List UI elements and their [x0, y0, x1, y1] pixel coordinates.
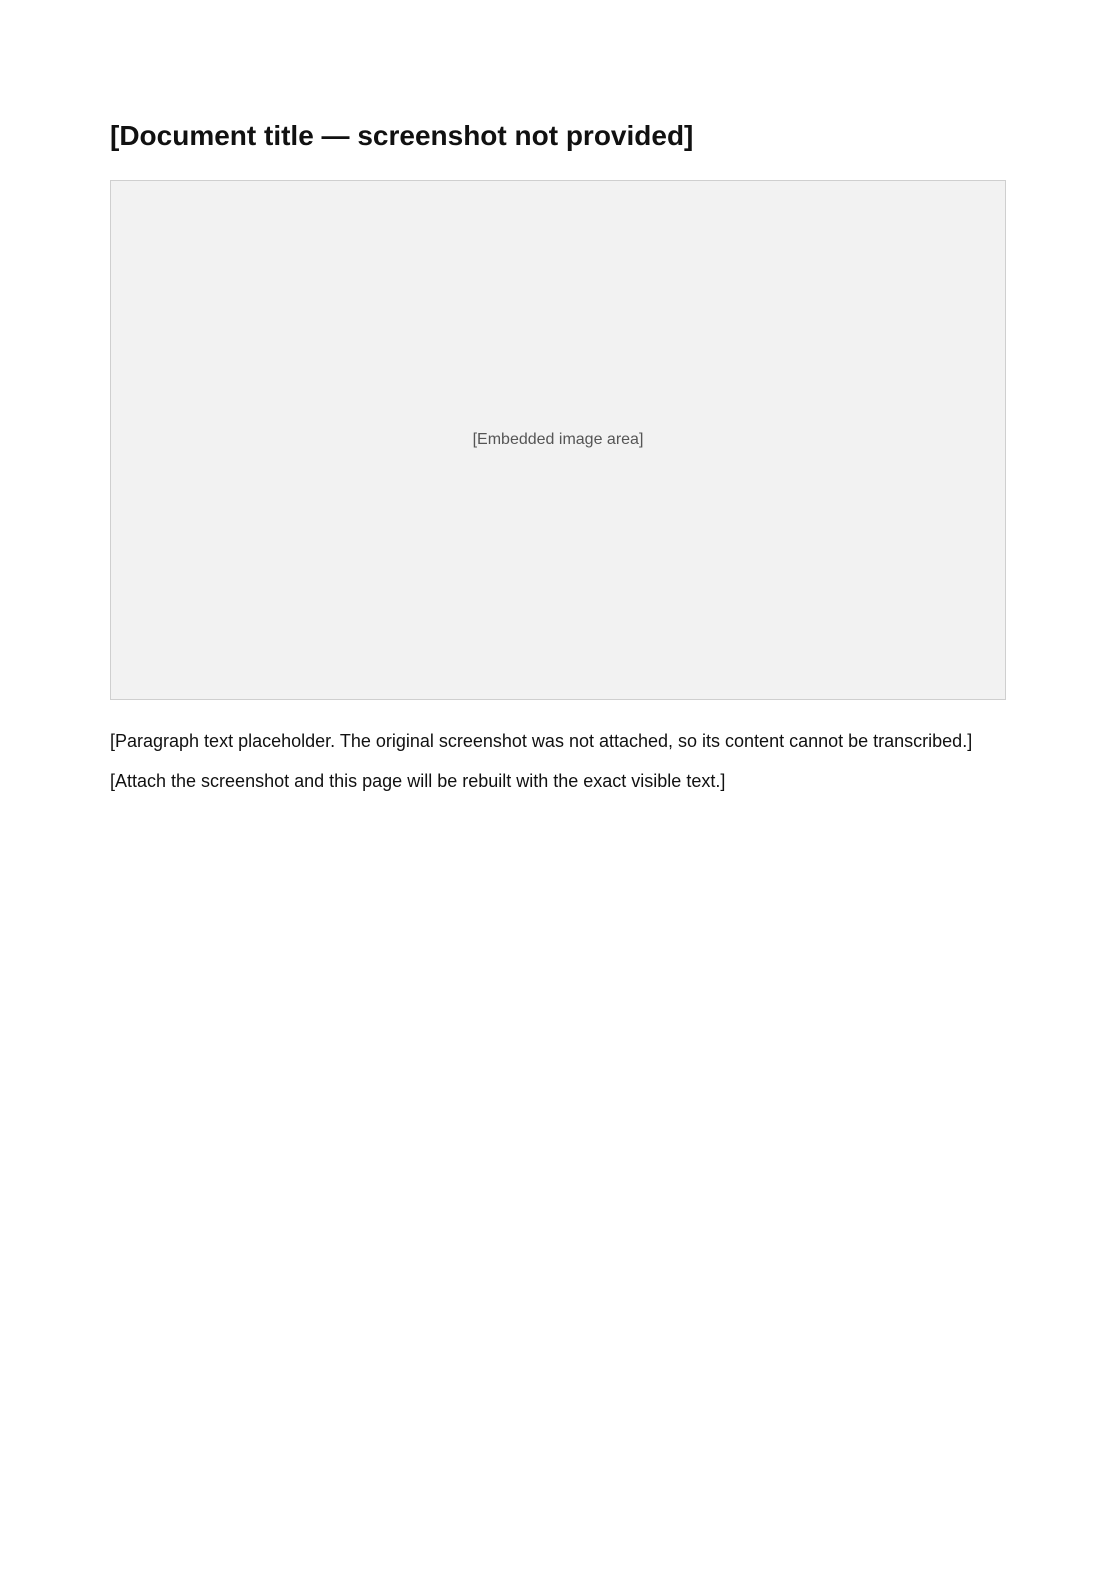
body-text [110, 728, 1006, 794]
paragraph: [Attach the screenshot and this page will be rebuilt with the exact visible text.] [110, 771, 726, 792]
document-title: [Document title — screenshot not provided] [110, 120, 694, 151]
figure-caption: [Embedded image area] [472, 431, 644, 448]
paragraph: [Paragraph text placeholder. The original screenshot was not attached, so its content cannot be transcribed.] [110, 731, 973, 751]
embedded-figure [110, 180, 1006, 700]
